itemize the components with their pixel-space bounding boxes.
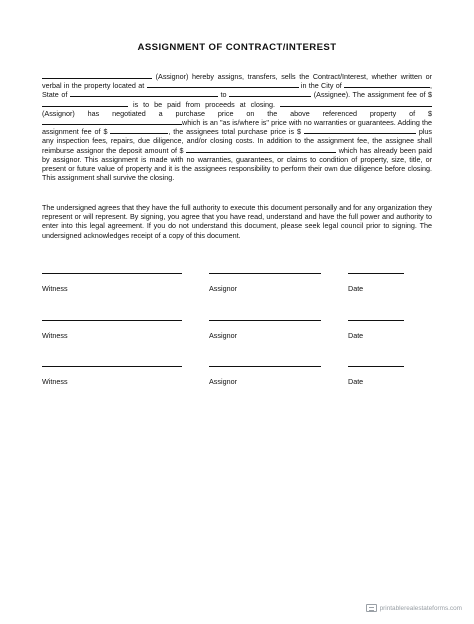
property-address-blank[interactable] — [147, 81, 299, 88]
authority-paragraph: The undersigned agrees that they have the full authority to execute this document personally and for any organization they represent or will represent. By signing, you agree that you have read, understand and have the full power and authority to enter into this legal agreement. If you do not understand this document, please seek legal council prior to signing. The undersigned acknowledges receipt of a copy of this document. — [42, 203, 432, 240]
total-price-blank[interactable] — [304, 127, 416, 134]
witness-label: Witness — [42, 284, 68, 293]
assignor-label: Assignor — [209, 284, 237, 293]
assignee-name-blank[interactable] — [229, 90, 311, 97]
assignment-paragraph: (Assignor) hereby assigns, transfers, sells the Contract/Interest, whether written or verbal in the property located at in the City of , State of to (Assignee). The assignment fee of $ is to be paid from proceeds at closing. (Assignor) has negotiated a purchase price on the above referenced property of $ which is an "as is/where is" price with no warranties or guarantees. Adding the assignment fee of $ , the assignees total purchase price is $ plus any inspection fees, repairs, due diligence, and/or closing costs. In addition to the assignment fee, the assignee shall reimburse assignor the deposit amount of $ which has already been paid by assignor. This assignment is made with no warranties, guarantees, or claims to condition of property, size, title, or present or future value of property and it is the assignees responsibility to perform their own due diligence before closing. This assignment shall survive the closing. — [42, 72, 433, 183]
assignor-label: Assignor — [209, 377, 237, 386]
state-blank[interactable] — [70, 90, 218, 97]
document-icon — [366, 604, 377, 612]
date-label: Date — [348, 284, 364, 293]
date-label: Date — [348, 331, 364, 340]
witness-signature-line-1[interactable] — [42, 273, 182, 274]
site-watermark — [366, 604, 462, 612]
witness-label: Witness — [42, 331, 68, 340]
added-fee-blank[interactable] — [110, 127, 168, 134]
witness-label: Witness — [42, 377, 68, 386]
date-line-2[interactable] — [348, 320, 404, 321]
assignor-signature-line-1[interactable] — [209, 273, 321, 274]
city-blank[interactable] — [344, 81, 430, 88]
deposit-amount-blank[interactable] — [186, 146, 336, 153]
watermark-text: printablerealestateforms.com — [379, 604, 462, 612]
assignor-signature-line-3[interactable] — [209, 366, 321, 367]
assignor-label: Assignor — [209, 331, 237, 340]
witness-signature-line-3[interactable] — [42, 366, 182, 367]
date-label: Date — [348, 377, 364, 386]
assignor-signature-line-2[interactable] — [209, 320, 321, 321]
document-title: ASSIGNMENT OF CONTRACT/INTEREST — [137, 42, 337, 53]
date-line-1[interactable] — [348, 273, 404, 274]
assignor-negotiated-blank[interactable] — [280, 100, 432, 107]
purchase-price-blank[interactable] — [42, 118, 182, 125]
assignor-name-blank[interactable] — [42, 72, 152, 79]
assignment-fee-blank[interactable] — [42, 100, 128, 107]
date-line-3[interactable] — [348, 366, 404, 367]
witness-signature-line-2[interactable] — [42, 320, 182, 321]
